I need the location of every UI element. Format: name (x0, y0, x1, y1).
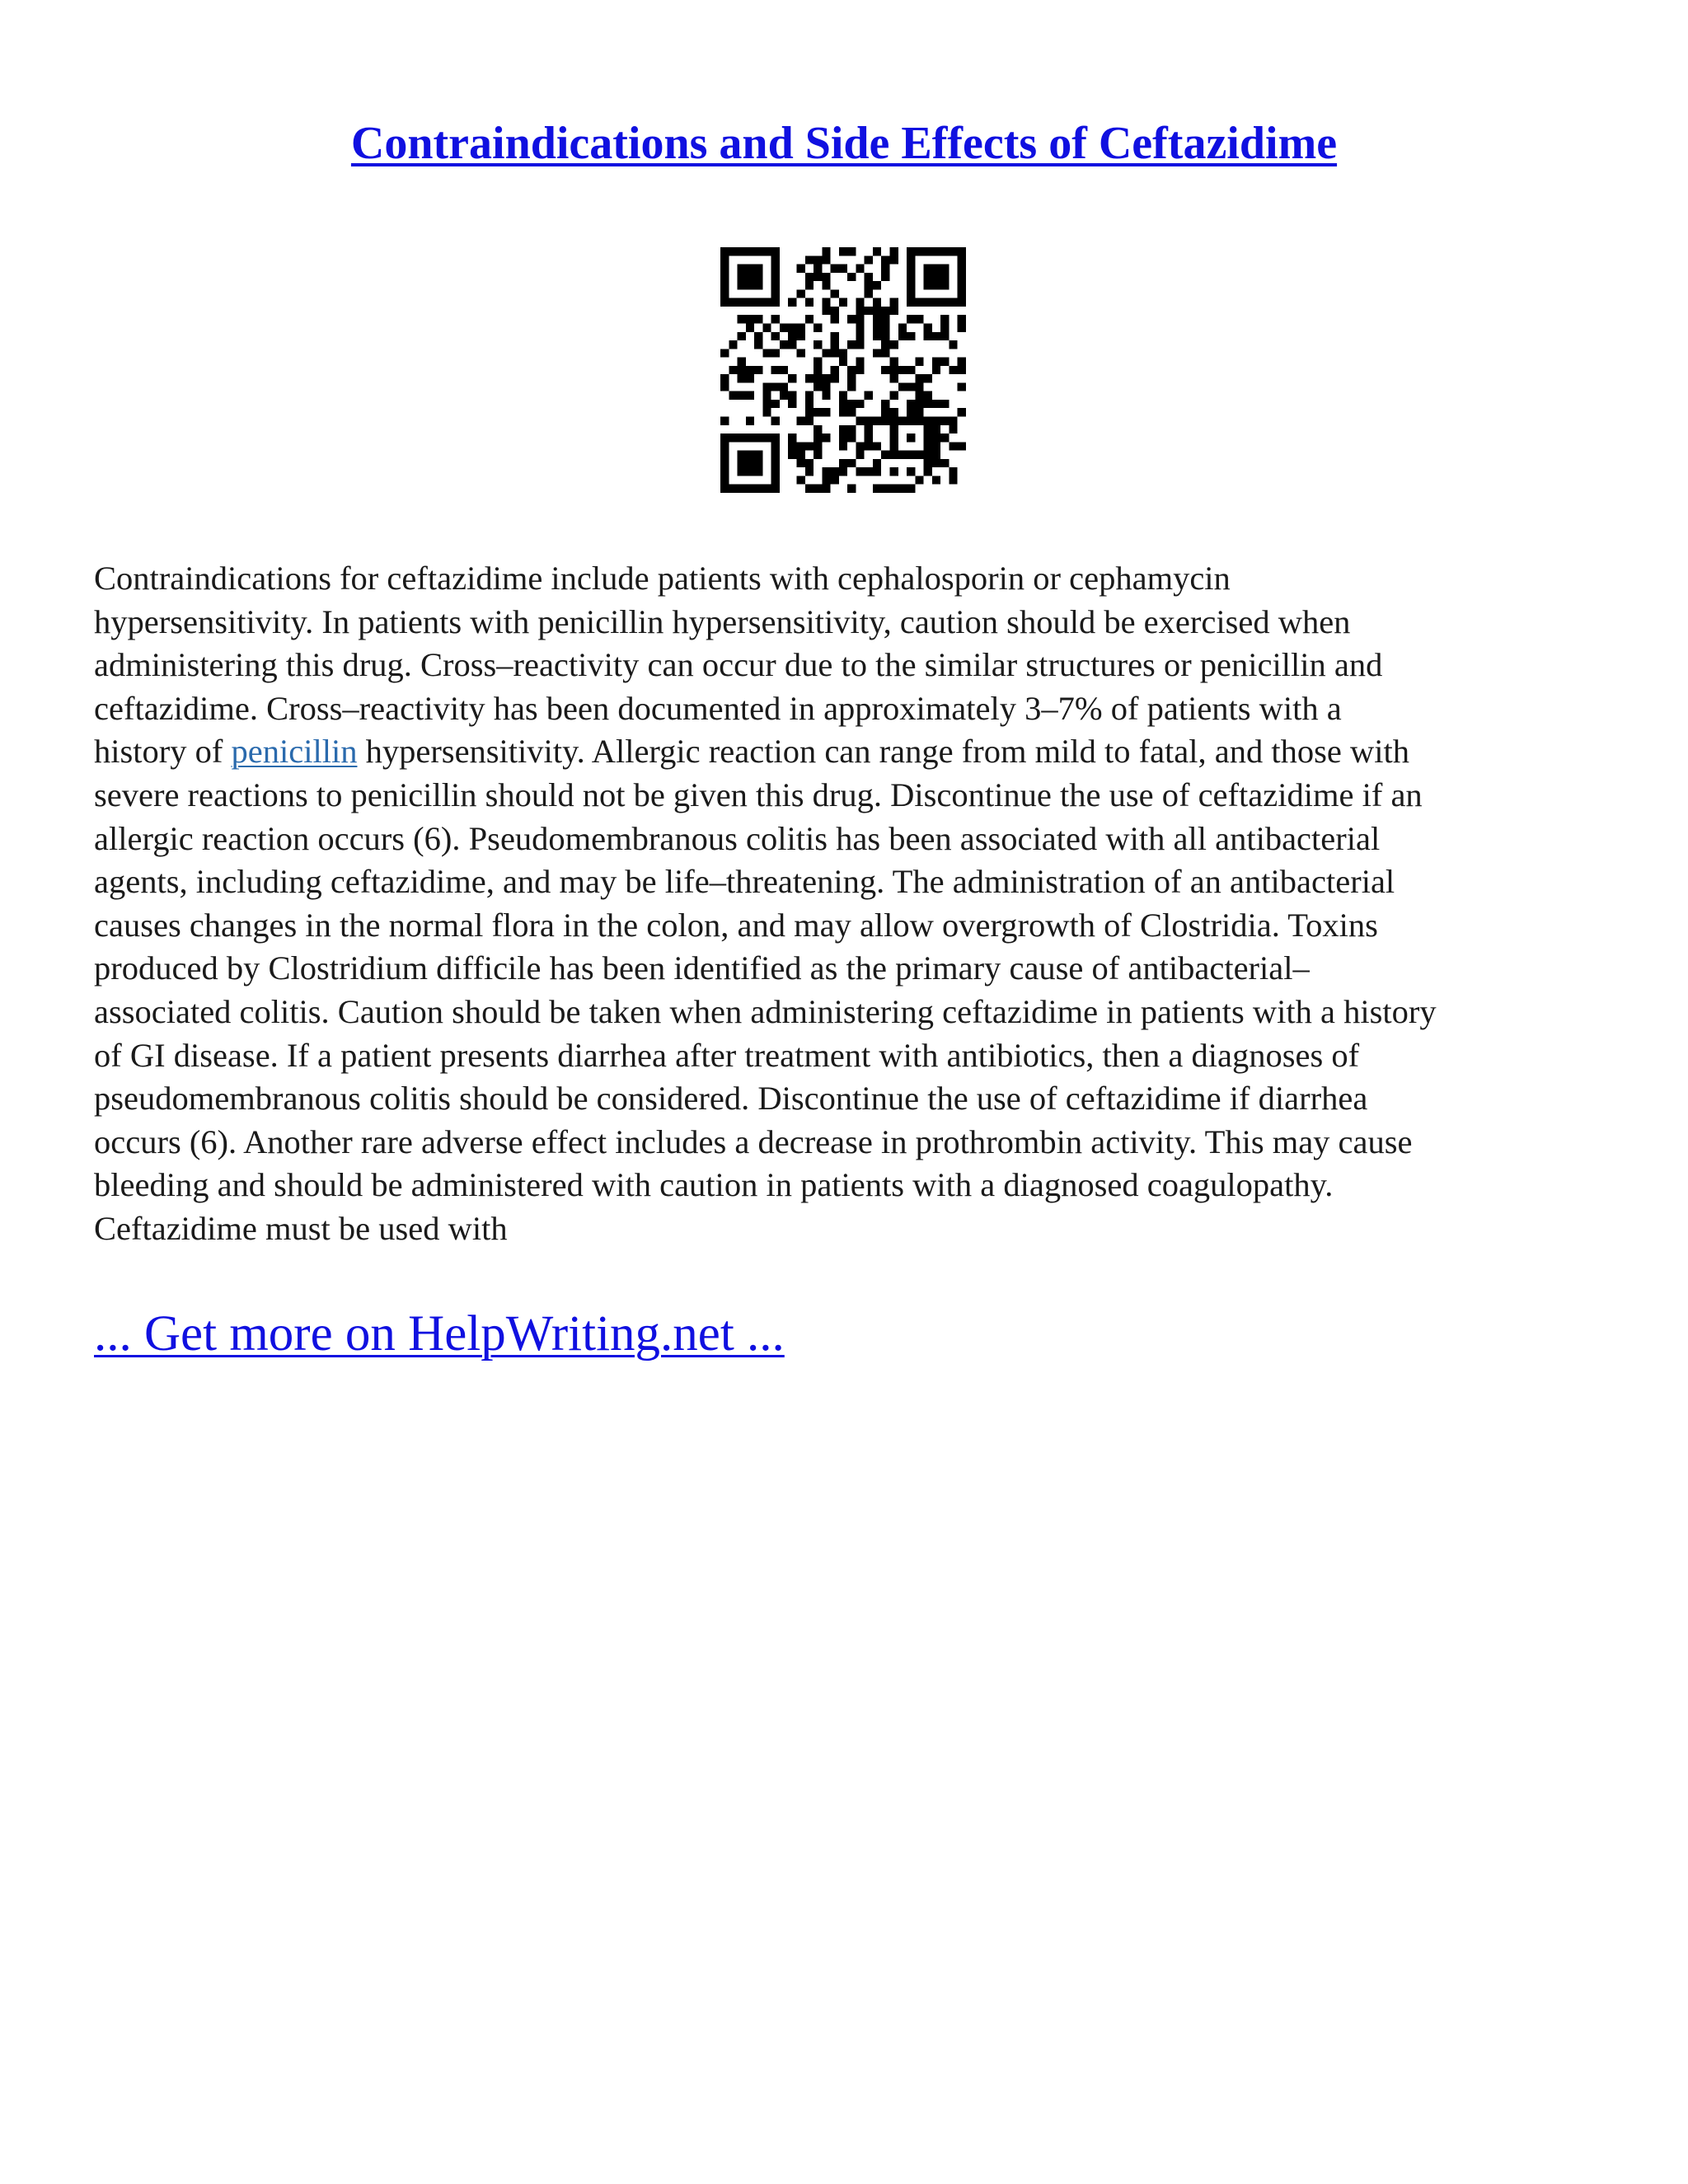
get-more-link[interactable]: ... Get more on HelpWriting.net ... (94, 1306, 785, 1361)
body-line: bleeding and should be administered with caution in patients with a diagnosed coagulopathy. (94, 1166, 1334, 1204)
title-link[interactable]: Contraindications and Side Effects of Ceftazidime (350, 118, 1338, 169)
qr-code (720, 247, 966, 493)
body-line: causes changes in the normal flora in the colon, and may allow overgrowth of Clostridia. Toxins (94, 906, 1378, 944)
qr-code-image (720, 247, 966, 493)
body-line: associated colitis. Caution should be taken when administering ceftazidime in patients with a history (94, 992, 1437, 1030)
penicillin-link[interactable]: penicillin (231, 733, 358, 771)
body-line: Contraindications for ceftazidime include patients with cephalosporin or cephamycin (94, 560, 1231, 597)
body-line: agents, including ceftazidime, and may be life–threatening. The administration of an antibacterial (94, 863, 1395, 901)
body-line: pseudomembranous colitis should be considered. Discontinue the use of ceftazidime if diarrhea (94, 1080, 1368, 1118)
page-title (0, 114, 1688, 173)
body-line: administering this drug. Cross–reactivity can occur due to the similar structures or penicillin and (94, 646, 1383, 684)
body-line: produced by Clostridium difficile has been identified as the primary cause of antibacterial– (94, 949, 1310, 987)
body-line: of GI disease. If a patient presents diarrhea after treatment with antibiotics, then a diagnoses of (94, 1036, 1360, 1074)
body-line: occurs (6). Another rare adverse effect includes a decrease in prothrombin activity. This may cause (94, 1122, 1413, 1160)
body-line: allergic reaction occurs (6). Pseudomembranous colitis has been associated with all antibacterial (94, 819, 1381, 857)
article-body (94, 557, 1602, 1251)
body-line: severe reactions to penicillin should not be given this drug. Discontinue the use of ceftazidime if an (94, 776, 1423, 813)
body-line: Ceftazidime must be used with (94, 1209, 508, 1247)
body-text-fragment: history of (94, 733, 232, 771)
body-line: ceftazidime. Cross–reactivity has been documented in approximately 3–7% of patients with a (94, 689, 1342, 727)
body-line: hypersensitivity. In patients with penicillin hypersensitivity, caution should be exercised when (94, 602, 1351, 640)
more-link-paragraph (94, 1305, 785, 1364)
body-line-with-link (94, 730, 1602, 774)
body-text-fragment: hypersensitivity. Allergic reaction can range from mild to fatal, and those with (357, 733, 1409, 771)
